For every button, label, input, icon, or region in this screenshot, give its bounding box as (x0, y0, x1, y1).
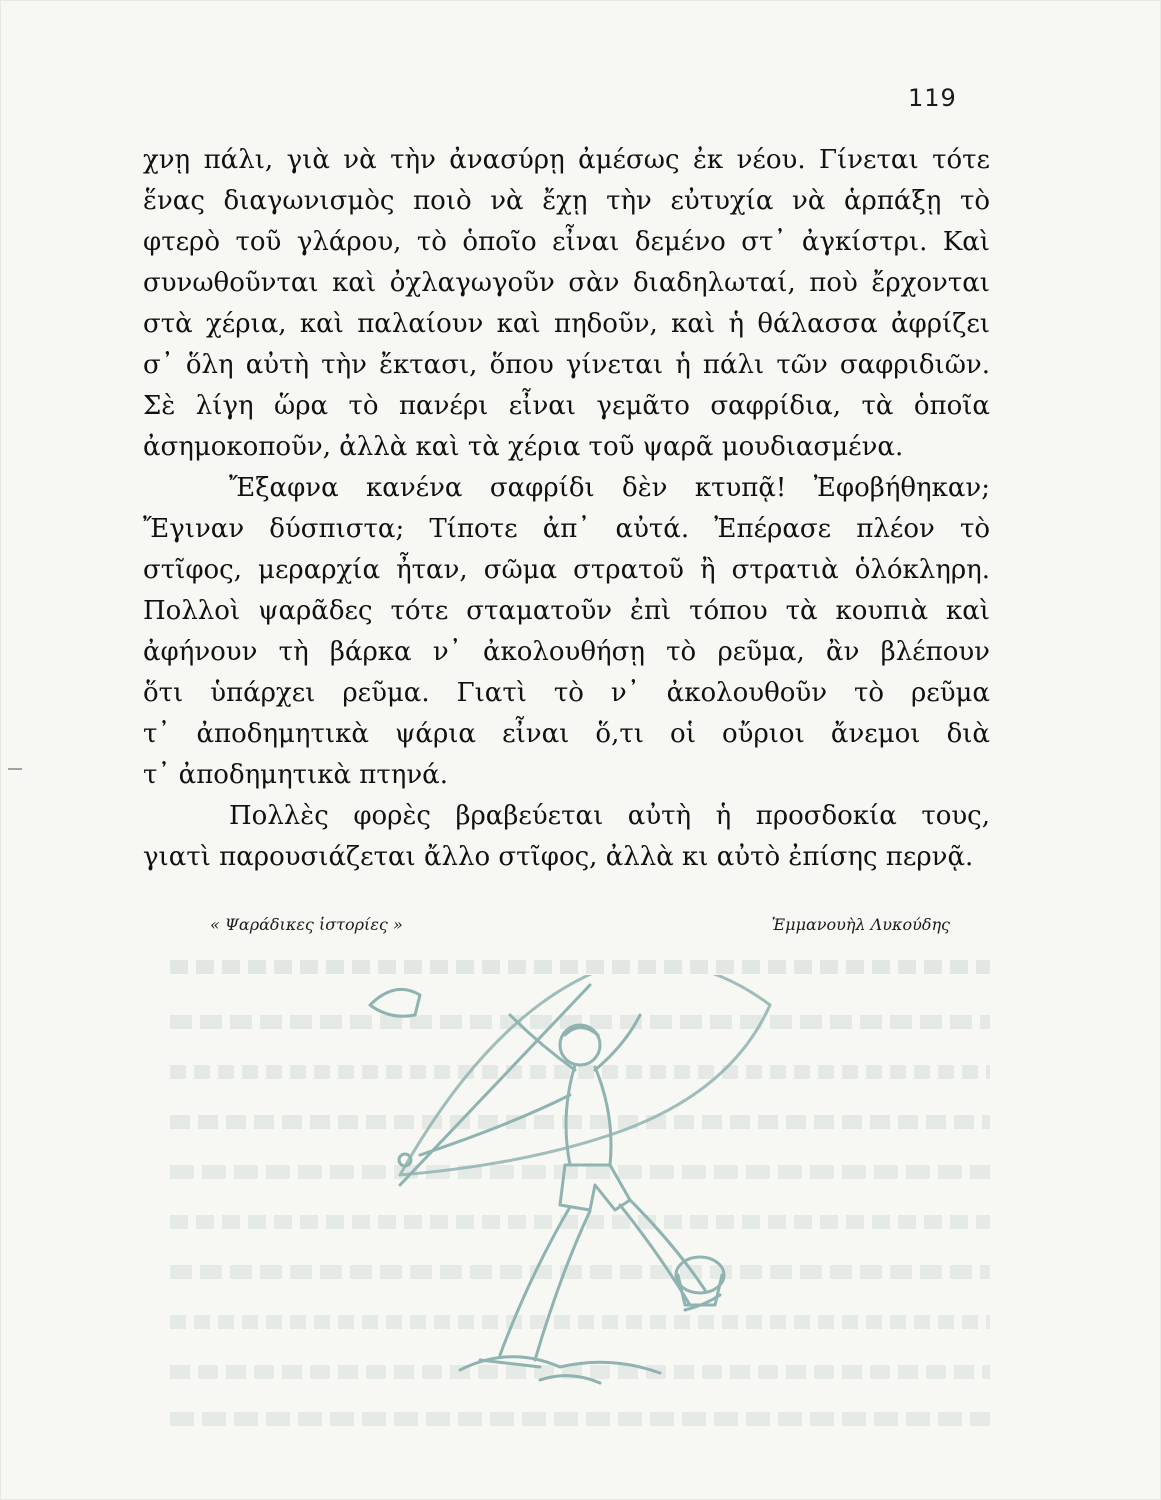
text-line: ὅτι ὑπάρχει ρεῦμα. Γιατὶ τὸ ν᾽ ἀκολουθοῦν τὸ ρεῦμα (143, 678, 990, 708)
text-line: Ἔξαφνα κανένα σαφρίδι δὲν κτυπᾷ! Ἐφοβήθηκαν; (229, 473, 990, 503)
body-text (143, 140, 990, 878)
text-line: σ᾽ ὅλη αὐτὴ τὴν ἔκτασι, ὅπου γίνεται ἡ πάλι τῶν σαφριδιῶν. (143, 350, 990, 380)
text-line: ἕνας διαγωνισμὸς ποιὸ νὰ ἔχῃ τὴν εὐτυχία νὰ ἁρπάξῃ τὸ (143, 186, 990, 216)
source-work-title: « Ψαράδικες ἱστορίες » (210, 915, 403, 934)
text-line: χνῃ πάλι, γιὰ νὰ τὴν ἀνασύρῃ ἀμέσως ἐκ νέου. Γίνεται τότε (143, 145, 990, 175)
text-line: Σὲ λίγη ὥρα τὸ πανέρι εἶναι γεμᾶτο σαφρίδια, τὰ ὁποῖα (143, 391, 990, 421)
page-edge-mark (8, 768, 22, 770)
text-line: Ἔγιναν δύσπιστα; Τίποτε ἀπ᾽ αὐτά. Ἐπέρασε πλέον τὸ (143, 514, 990, 544)
fisherman-casting-net-icon (360, 975, 800, 1415)
text-line: συνωθοῦνται καὶ ὀχλαγωγοῦν σὰν διαδηλωταί, ποὺ ἔρχονται (143, 268, 990, 298)
text-line: Πολλοὶ ψαρᾶδες τότε σταματοῦν ἐπὶ τόπου τὰ κουπιὰ καὶ (143, 596, 990, 626)
source-author: Ἐμμανουὴλ Λυκούδης (771, 915, 950, 934)
paragraph-3 (143, 796, 990, 878)
text-line: γιατὶ παρουσιάζεται ἄλλο στῖφος, ἀλλὰ κι αὐτὸ ἐπίσης περνᾷ. (143, 842, 974, 872)
paragraph-1 (143, 140, 990, 468)
text-line: τ᾽ ἀποδημητικὰ ψάρια εἶναι ὅ,τι οἱ οὔριοι ἄνεμοι διὰ (143, 719, 990, 749)
source-attribution (210, 915, 950, 934)
text-line: Πολλὲς φορὲς βραβεύεται αὐτὴ ἡ προσδοκία τους, (229, 801, 990, 831)
page-number: 119 (908, 84, 957, 112)
paragraph-2 (143, 468, 990, 796)
text-line: στὰ χέρια, καὶ παλαίουν καὶ πηδοῦν, καὶ ἡ θάλασσα ἀφρίζει (143, 309, 990, 339)
text-line: στῖφος, μεραρχία ἦταν, σῶμα στρατοῦ ἢ στρατιὰ ὁλόκληρη. (143, 555, 990, 585)
text-line: ἀφήνουν τὴ βάρκα ν᾽ ἀκολουθήσῃ τὸ ρεῦμα, ἂν βλέπουν (143, 637, 990, 667)
text-line: ἀσημοκοποῦν, ἀλλὰ καὶ τὰ χέρια τοῦ ψαρᾶ μουδιασμένα. (143, 432, 904, 462)
text-line: τ᾽ ἀποδημητικὰ πτηνά. (143, 760, 448, 790)
text-line: φτερὸ τοῦ γλάρου, τὸ ὁποῖο εἶναι δεμένο στ᾽ ἀγκίστρι. Καὶ (143, 227, 990, 257)
